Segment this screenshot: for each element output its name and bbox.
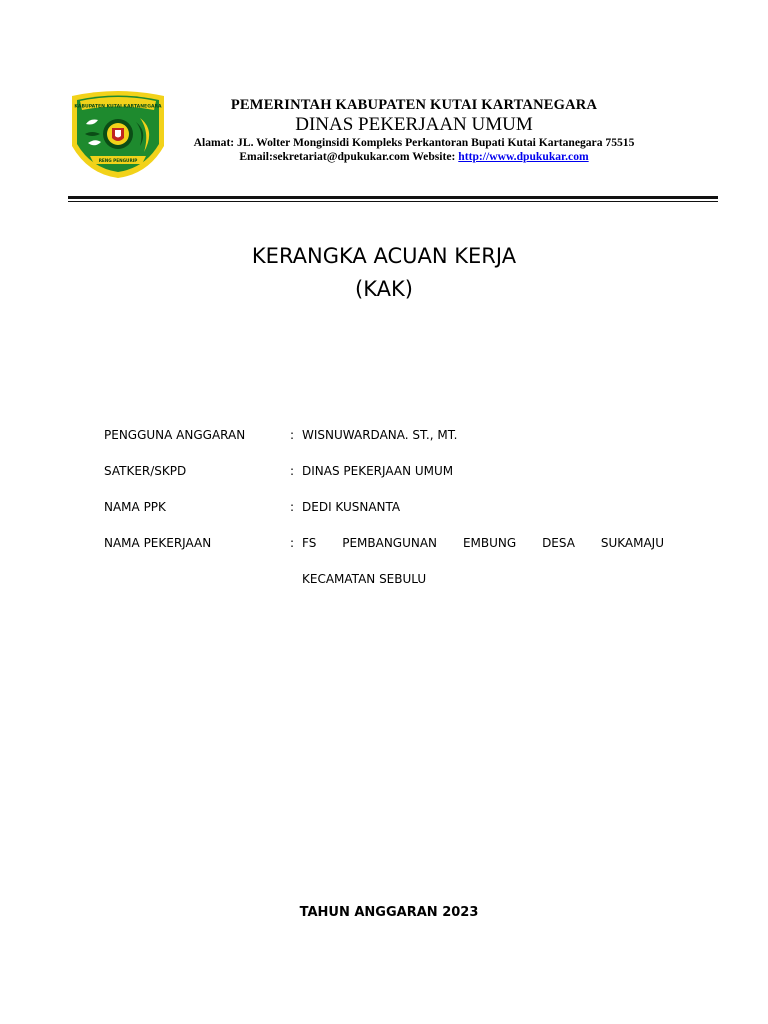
info-value-word: FS (302, 536, 317, 550)
info-value: DEDI KUSNANTA (302, 500, 401, 514)
info-value-word: PEMBANGUNAN (342, 536, 438, 550)
info-value: WISNUWARDANA. ST., MT. (302, 428, 458, 442)
contact-line (160, 150, 668, 164)
letterhead (160, 96, 668, 164)
info-separator: : (290, 464, 295, 478)
logo-banner-text: KABUPATEN KUTAI KARTANEGARA (74, 104, 162, 110)
budget-year: TAHUN ANGGARAN 2023 (299, 905, 479, 920)
info-separator: : (290, 500, 295, 514)
email-text: Email:sekretariat@dpukukar.com Website: (239, 150, 459, 163)
info-value-word: EMBUNG (462, 536, 517, 550)
document-info-block (104, 428, 664, 608)
office-address: Alamat: JL. Wolter Monginsidi Kompleks Perkantoran Bupati Kutai Kartanegara 75515 (193, 136, 635, 149)
info-label: SATKER/SKPD (104, 464, 187, 478)
document-title: KERANGKA ACUAN KERJA (251, 244, 517, 268)
info-value-continued: KECAMATAN SEBULU (302, 572, 427, 586)
info-label: NAMA PPK (104, 500, 166, 514)
info-row (104, 500, 664, 536)
info-row (104, 536, 664, 572)
department-name: DINAS PEKERJAAN UMUM (295, 114, 533, 135)
document-subtitle: (KAK) (355, 277, 413, 301)
info-value-word: SUKAMAJU (600, 536, 664, 550)
logo-motto: RENG PENGURIP (98, 158, 138, 163)
info-label: NAMA PEKERJAAN (104, 536, 212, 550)
info-row (104, 464, 664, 500)
info-separator: : (290, 428, 295, 442)
letterhead-divider-thick (68, 196, 718, 199)
info-value-word: DESA (542, 536, 575, 550)
info-value: DINAS PEKERJAAN UMUM (302, 464, 454, 478)
info-separator: : (290, 536, 295, 550)
info-label: PENGGUNA ANGGARAN (104, 428, 246, 442)
info-row-continuation (104, 572, 664, 608)
info-row (104, 428, 664, 464)
letterhead-divider-thin (68, 201, 718, 202)
website-link[interactable]: http://www.dpukukar.com (458, 150, 589, 163)
regency-shield-emblem-icon (68, 88, 168, 180)
info-value (302, 536, 664, 550)
government-name: PEMERINTAH KABUPATEN KUTAI KARTANEGARA (230, 97, 598, 113)
